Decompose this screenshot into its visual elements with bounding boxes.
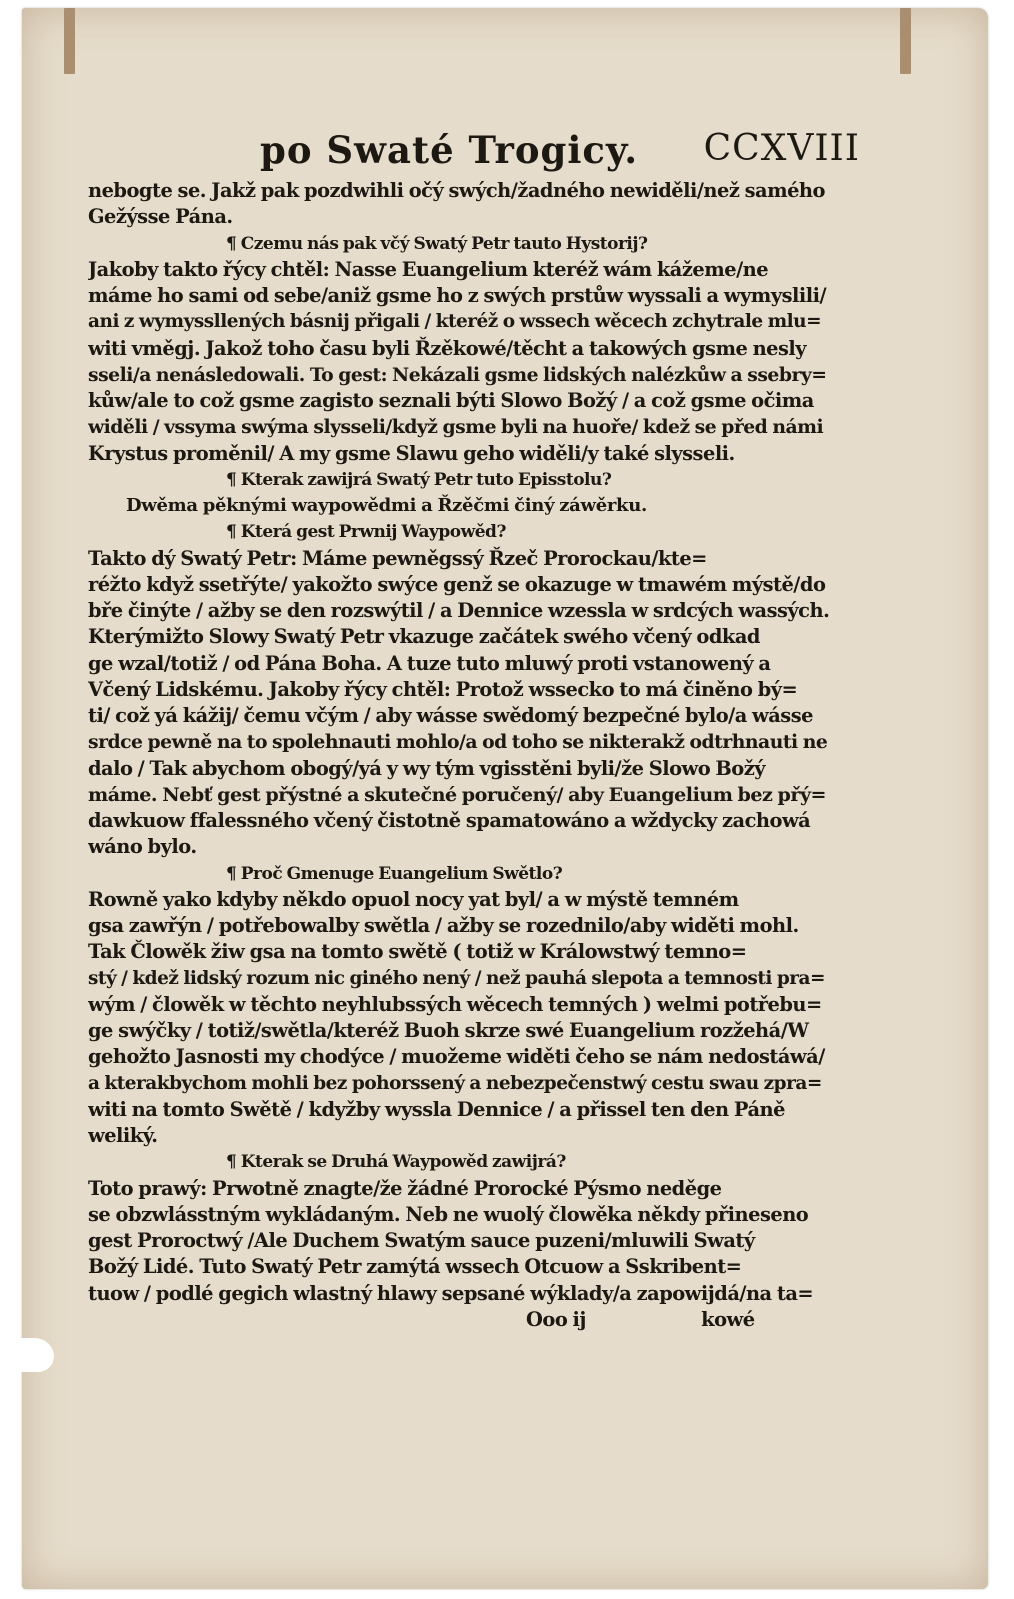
text-line: witi na tomto Swětě / kdyžby wyssla Dennice / a přissel ten den Páně bbox=[88, 1097, 785, 1121]
text-line: kůw/ale to což gsme zagisto seznali býti Slowo Božý / a což gsme očima bbox=[88, 389, 814, 412]
section-heading: ¶ Která gest Prwnij Waypowěd? bbox=[226, 522, 506, 543]
text-block bbox=[88, 178, 830, 1333]
section-heading: ¶ Proč Gmenuge Euangelium Swětlo? bbox=[226, 863, 563, 884]
text-line: Krystus proměnil/ A my gsme Slawu geho widěli/y také slysseli. bbox=[88, 441, 735, 465]
text-line: Dwěma pěknými waypowědmi a Řzěčmi činý záwěrku. bbox=[126, 495, 647, 516]
text-line: weliký. bbox=[88, 1124, 158, 1147]
text-line: Takto dý Swatý Petr: Máme pewněgssý Řzeč Prorockau/kte= bbox=[88, 546, 707, 570]
section-heading: ¶ Kterak se Druhá Waypowěd zawijrá? bbox=[226, 1152, 566, 1173]
text-line: witi vměgj. Jakož toho času byli Řzěkowé/těcht a takowých gsme nesly bbox=[88, 336, 807, 360]
text-line: Tak Člowěk žiw gsa na tomto swětě ( totiž w Králowstwý temno= bbox=[88, 940, 747, 964]
text-line: wým / člowěk w těchto neyhlubssých wěcech temných ) welmi potřebu= bbox=[88, 992, 822, 1016]
text-line: ge wzal/totiž / od Pána Boha. A tuze tuto mluwý proti vstanowený a bbox=[88, 651, 771, 675]
text-line: nebogte se. Jakž pak pozdwihli očý swých/žadného newiděli/než samého bbox=[88, 179, 825, 202]
text-line: Včený Lidskému. Jakoby řýcy chtěl: Protož wssecko to má činěno bý= bbox=[88, 677, 798, 701]
text-line: gsa zawřýn / potřebowalby swětla / ažby se rozednilo/aby widěti mohl. bbox=[88, 914, 799, 937]
text-line: dawkuow ffalessného včený čistotně spamatowáno a wždycky zachowá bbox=[88, 809, 811, 832]
text-line: gest Proroctwý /Ale Duchem Swatým sauce puzeni/mluwili Swatý bbox=[88, 1229, 755, 1252]
running-title: po Swaté Trogicy. bbox=[260, 128, 639, 172]
text-line: widěli / vssyma swýma slysseli/když gsme byli na huoře/ kdež se před námi bbox=[88, 416, 824, 439]
paper-damage-notch bbox=[18, 1338, 54, 1372]
text-line: máme ho sami od sebe/aniž gsme ho z swých prstůw wyssali a wymyslili/ bbox=[88, 284, 827, 307]
mounting-tab-left bbox=[64, 8, 75, 74]
text-line: se obzwlásstným wykládaným. Neb ne wuolý člowěka někdy přineseno bbox=[88, 1202, 809, 1226]
text-line: Gežýsse Pána. bbox=[88, 205, 233, 229]
text-line: dalo / Tak abychom obogý/yá y wy tým vgisstěni byli/že Slowo Božý bbox=[88, 756, 766, 780]
catchline bbox=[88, 1307, 830, 1333]
text-line: Rowně yako kdyby někdo opuol nocy yat byl/ a w mýstě temném bbox=[88, 887, 739, 911]
text-line: sseli/a nenásledowali. To gest: Nekázali gsme lidských nalézkůw a ssebry= bbox=[88, 363, 827, 386]
signature-mark: Ooo ij bbox=[526, 1307, 586, 1331]
text-line: gehožto Jasnosti my chodýce / muožeme widěti čeho se nám nedostáwá/ bbox=[88, 1045, 825, 1069]
text-line: Božý Lidé. Tuto Swatý Petr zamýtá wssech Otcuow a Sskribent= bbox=[88, 1255, 742, 1279]
text-line: srdce pewně na to spolehnauti mohlo/a od toho se nikterakž odtrhnauti ne bbox=[88, 731, 828, 754]
text-line: bře činýte / ažby se den rozswýtil / a Dennice wzessla w srdcých wassých. bbox=[88, 599, 830, 622]
text-line: Jakoby takto řýcy chtěl: Nasse Euangelium kteréž wám kážeme/ne bbox=[88, 257, 769, 281]
text-line: wáno bylo. bbox=[88, 835, 197, 859]
text-line: a kterakbychom mohli bez pohorssený a nebezpečenstwý cestu swau zpra= bbox=[88, 1072, 822, 1094]
catchword: kowé bbox=[701, 1307, 755, 1331]
text-line: ani z wymyssllených básnij přigali / kteréž o wssech wěcech zchytrale mlu= bbox=[88, 311, 822, 333]
folio-number: CCXVIII bbox=[703, 128, 860, 169]
section-heading: ¶ Czemu nás pak včý Swatý Petr tauto Hystorij? bbox=[226, 233, 648, 254]
mounting-tab-right bbox=[900, 8, 911, 74]
text-line: tuow / podlé gegich wlastný hlawy sepsané wýklady/a zapowijdá/na ta= bbox=[88, 1281, 814, 1305]
text-line: máme. Nebť gest přýstné a skutečné poručený/ aby Euangelium bez přý= bbox=[88, 782, 827, 806]
text-line: stý / kdež lidský rozum nic giného nený / než pauhá slepota a temnosti pra= bbox=[88, 967, 826, 989]
text-line: Toto prawý: Prwotně znagte/že žádné Prorocké Pýsmo neděge bbox=[88, 1176, 722, 1200]
text-line: ge swýčky / totiž/swětla/kteréž Buoh skrze swé Euangelium rozžehá/W bbox=[88, 1019, 809, 1042]
text-line: Kterýmižto Slowy Swatý Petr vkazuge začátek swého včený odkad bbox=[88, 625, 760, 649]
section-heading: ¶ Kterak zawijrá Swatý Petr tuto Episstolu? bbox=[226, 469, 612, 490]
text-line: ti/ což yá kážij/ čemu včým / aby wásse swědomý bezpečné bylo/a wásse bbox=[88, 704, 813, 727]
text-line: réžto když ssetřýte/ yakožto swýce genž se okazuge w tmawém mýstě/do bbox=[88, 572, 826, 596]
page-header bbox=[260, 128, 860, 180]
